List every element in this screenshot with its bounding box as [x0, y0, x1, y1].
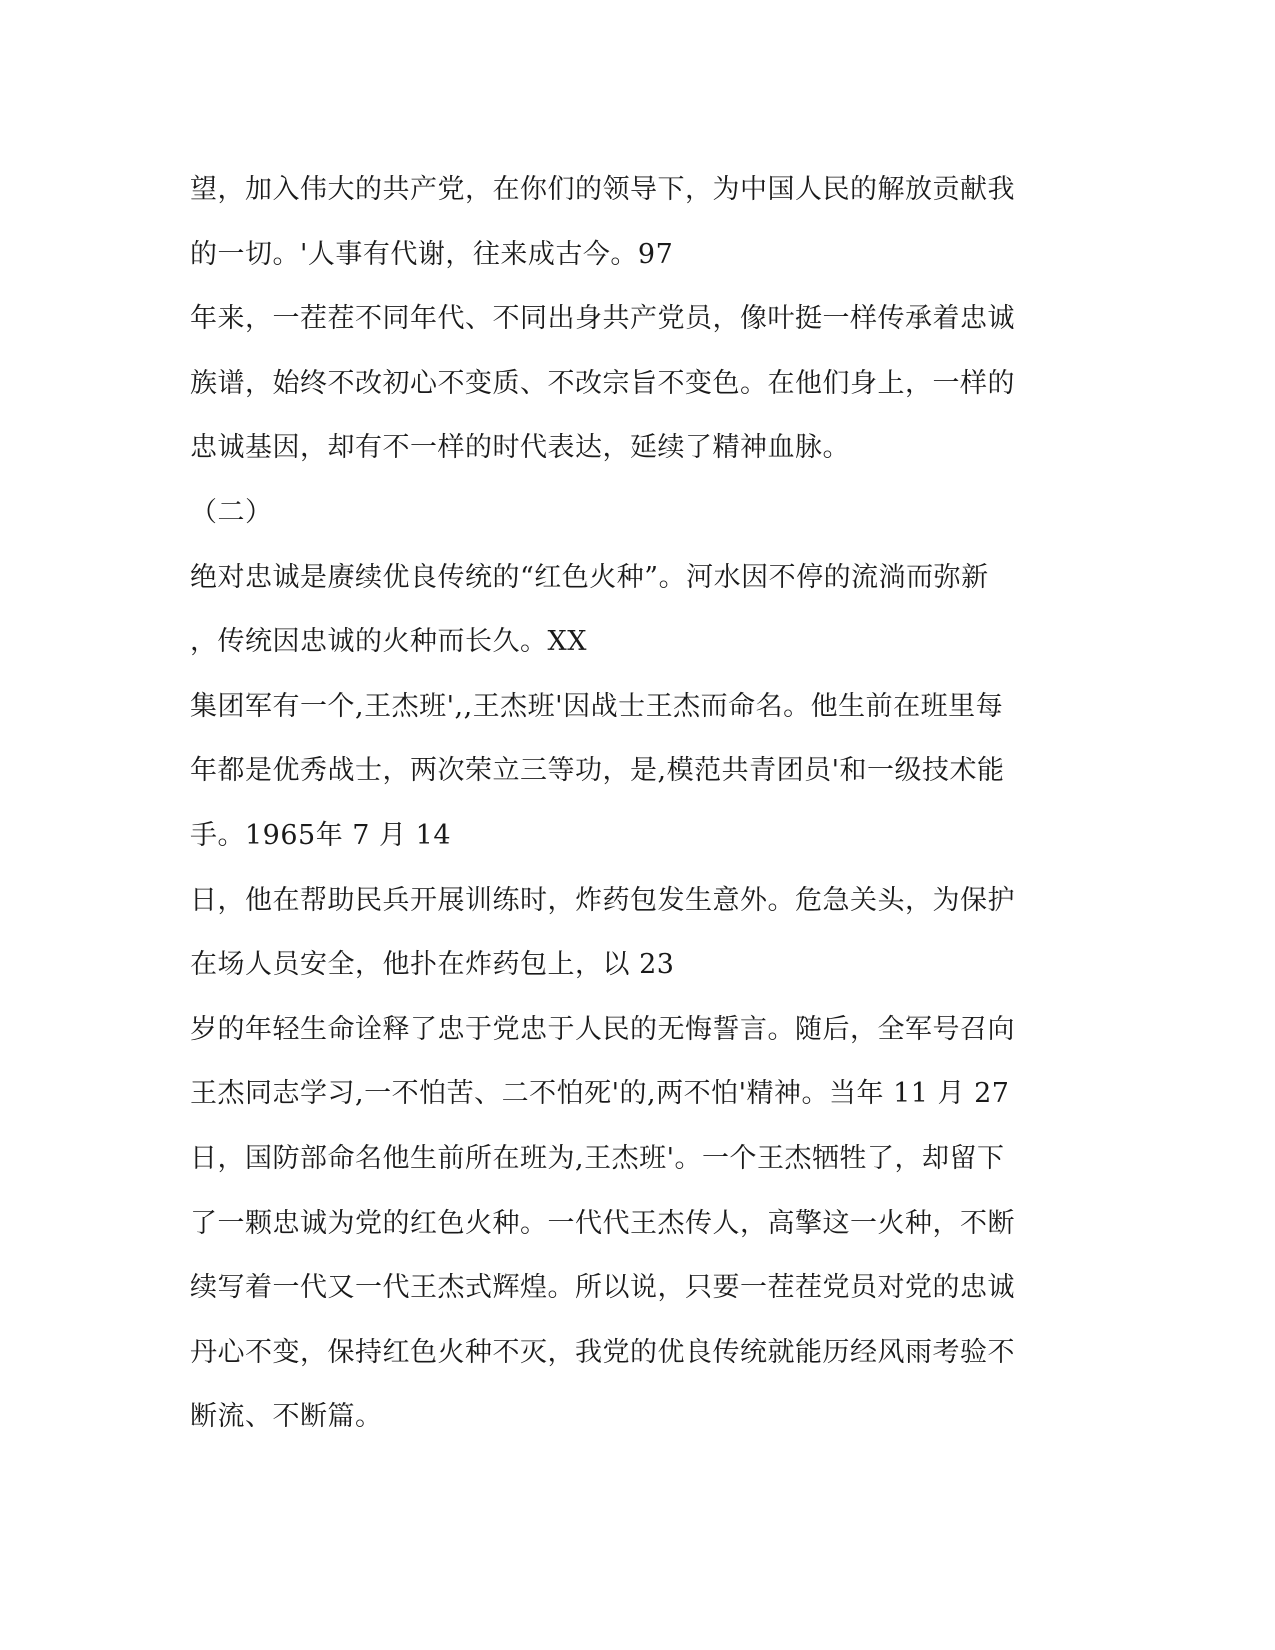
text-line: 手。1965年 7 月 14	[190, 819, 451, 851]
text-line: 年都是优秀战士，两次荣立三等功，是,模范共青团员'和一级技术能	[190, 755, 1005, 787]
body-text	[190, 158, 1090, 1450]
text-line: 王杰同志学习,一不怕苦、二不怕死'的,两不怕'精神。当年 11 月 27	[190, 1078, 1010, 1110]
text-line: 绝对忠诚是赓续优良传统的“红色火种”。河水因不停的流淌而弥新	[190, 561, 989, 593]
text-line: 的一切。'人事有代谢，往来成古今。97	[190, 238, 674, 270]
text-line: 忠诚基因，却有不一样的时代表达，延续了精神血脉。	[190, 432, 850, 464]
text-line: 日，他在帮助民兵开展训练时，炸药包发生意外。危急关头，为保护	[190, 884, 1015, 916]
section-heading: （二）	[190, 496, 273, 528]
text-line: 断流、不断篇。	[190, 1401, 383, 1433]
text-line: 集团军有一个,王杰班',,王杰班'因战士王杰而命名。他生前在班里每	[190, 690, 1004, 722]
text-line: ，传统因忠诚的火种而长久。XX	[190, 626, 587, 658]
text-line: 岁的年轻生命诠释了忠于党忠于人民的无悔誓言。随后，全军号召向	[190, 1013, 1015, 1045]
text-line: 望，加入伟大的共产党，在你们的领导下，为中国人民的解放贡献我	[190, 174, 1015, 205]
text-line: 在场人员安全，他扑在炸药包上，以 23	[190, 949, 675, 981]
text-line: 丹心不变，保持红色火种不灭，我党的优良传统就能历经风雨考验不	[190, 1336, 1015, 1368]
text-line: 日，国防部命名他生前所在班为,王杰班'。一个王杰牺牲了，却留下	[190, 1142, 1005, 1174]
text-line: 族谱，始终不改初心不变质、不改宗旨不变色。在他们身上，一样的	[190, 367, 1015, 399]
text-line: 年来，一茬茬不同年代、不同出身共产党员，像叶挺一样传承着忠诚	[190, 303, 1015, 335]
text-line: 续写着一代又一代王杰式辉煌。所以说，只要一茬茬党员对党的忠诚	[190, 1272, 1015, 1304]
text-line: 了一颗忠诚为党的红色火种。一代代王杰传人，高擎这一火种，不断	[190, 1207, 1015, 1239]
